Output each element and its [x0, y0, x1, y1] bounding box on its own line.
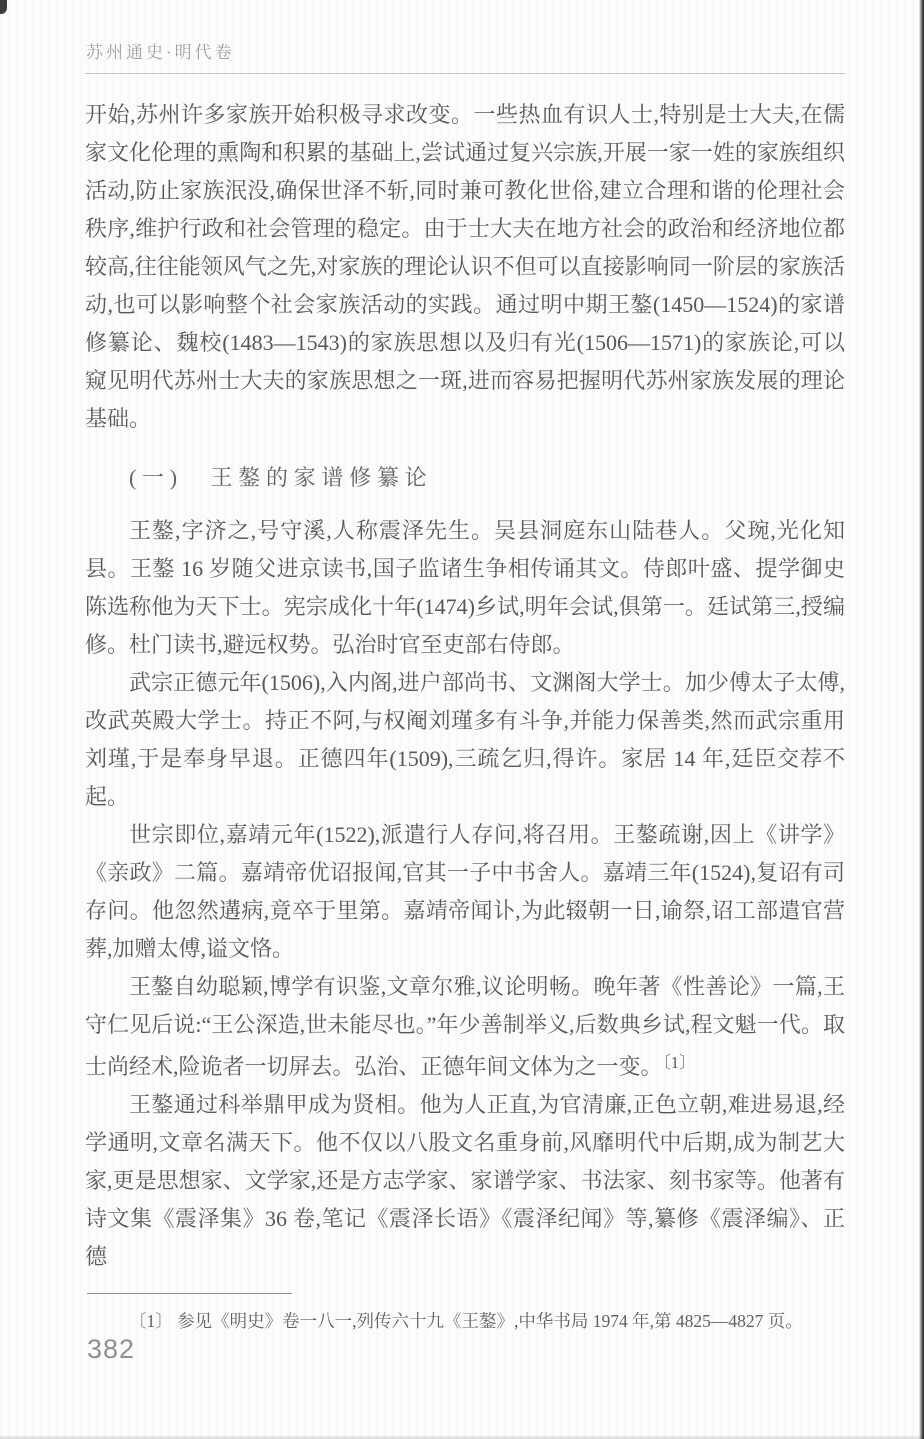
page-number: 382 [87, 1334, 136, 1364]
footnote-divider [87, 1293, 292, 1294]
header-divider [85, 73, 845, 74]
paragraph-legacy: 王鏊通过科举鼎甲成为贤相。他为人正直,为官清廉,正色立朝,难进易退,经学通明,文章名满天下。他不仅以八股文名重身前,风靡明代中后期,成为制艺大家,更是思想家、文学家,还是方志学家、家谱学家、书法家、刻书家等。他著有诗文集《震泽集》36 卷,笔记《震泽长语》《震泽纪闻》等,纂修《震泽编》、正德 [85, 1091, 845, 1269]
running-header: 苏州通史·明代卷 [86, 43, 235, 62]
paragraph-text: 王鏊自幼聪颖,博学有识鉴,文章尔雅,议论明畅。晚年著《性善论》一篇,王守仁见后说:“王公深造,世未能尽也。”年少善制举义,后数典乡试,程文魁一代。取士尚经术,险诡者一切屏去。弘治、正德年间文体为之一变。 [85, 974, 845, 1079]
scan-corner-artifact [0, 0, 7, 14]
paragraph-jiajing-era: 世宗即位,嘉靖元年(1522),派遣行人存问,将召用。王鏊疏谢,因上《讲学》《亲政》二篇。嘉靖帝优诏报闻,官其一子中书舍人。嘉靖三年(1524),复诏有司存问。他忽然遘病,竟卒于里第。嘉靖帝闻讣,为此辍朝一日,谕祭,诏工部遣官营葬,加赠太傅,谥文恪。 [85, 822, 845, 961]
scan-edge-right-artifact [919, 0, 924, 1439]
footnote-reference: 〔1〕 [662, 1053, 696, 1072]
paragraph-continuation: 开始,苏州许多家族开始积极寻求改变。一些热血有识人士,特别是士大夫,在儒家文化伦理的熏陶和积累的基础上,尝试通过复兴宗族,开展一家一姓的家族组织活动,防止家族泯没,确保世泽不斩,同时兼可教化世俗,建立合理和谐的伦理社会秩序,维护行政和社会管理的稳定。由于士大夫在地方社会的政治和经济地位都较高,往往能领风气之先,对家族的理论认识不但可以直接影响同一阶层的家族活动,也可以影响整个社会家族活动的实践。通过明中期王鏊(1450—1524)的家谱修纂论、魏校(1483—1543)的家族思想以及归有光(1506—1571)的家族论,可以窥见明代苏州士大夫的家族思想之一斑,进而容易把握明代苏州家族发展的理论基础。 [85, 102, 845, 431]
page-content [85, 96, 845, 1335]
scan-edge-bottom-artifact [0, 1435, 924, 1439]
paragraph-scholarship [85, 968, 845, 1086]
section-heading: (一) 王鏊的家谱修纂论 [129, 465, 433, 490]
paragraph-wang-ao-bio: 王鏊,字济之,号守溪,人称震泽先生。吴县洞庭东山陆巷人。父琬,光化知县。王鏊 16 岁随父进京读书,国子监诸生争相传诵其文。侍郎叶盛、提学御史陈选称他为天下士。宪宗成化十年(1474)乡试,明年会试,俱第一。廷试第三,授编修。杜门读书,避远权势。弘治时官至吏部右侍郎。 [85, 518, 845, 657]
footnote: 〔1〕 参见《明史》卷一八一,列传六十九《王鏊》,中华书局 1974 年,第 4825—4827 页。 [129, 1310, 803, 1331]
paragraph-zhengde-era: 武宗正德元年(1506),入内阁,进户部尚书、文渊阁大学士。加少傅太子太傅,改武英殿大学士。持正不阿,与权阉刘瑾多有斗争,并能力保善类,然而武宗重用刘瑾,于是奉身早退。正德四年(1509),三疏乞归,得许。家居 14 年,廷臣交荐不起。 [85, 670, 845, 809]
